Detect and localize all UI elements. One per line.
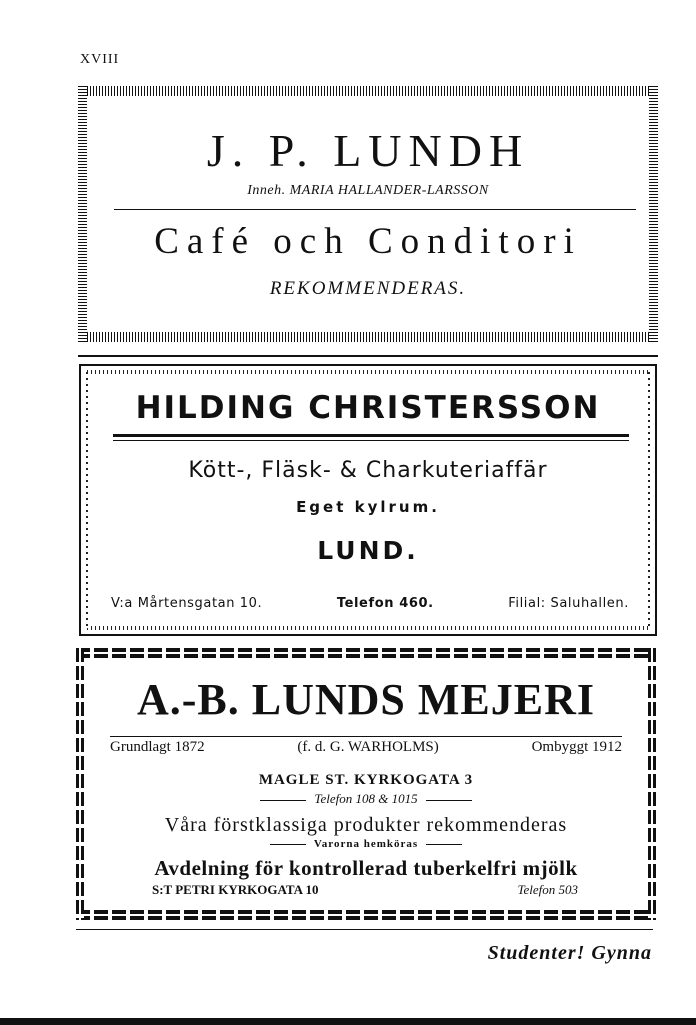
ad-mejeri-phone-line [76,791,656,807]
ad-mejeri [76,648,656,920]
divider-thin [113,440,629,441]
dotted-border-bottom [87,626,649,630]
ad-christersson-phone: Telefon 460. [336,596,434,611]
ad-christersson-branch: Filial: Saluhallen. [508,596,629,611]
ad-mejeri-name: A.-B. LUNDS MEJERI [136,675,596,724]
dash [426,844,462,845]
separator-line [78,355,658,357]
ad-mejeri-address: MAGLE ST. KYRKOGATA 3 [258,772,474,788]
ad-christersson-shop: Kött-, Fläsk- & Charkuteriaffär [188,458,548,483]
ad-mejeri-dept-address: S:T PETRI KYRKOGATA 10 [152,882,319,897]
ad-lundh-owner: Inneh. MARIA HALLANDER-LARSSON [247,183,489,198]
ad-mejeri-rebuilt: Ombyggt 1912 [531,739,622,755]
ornamental-border-top [78,86,658,96]
ad-mejeri-dept-phone: Telefon 503 [517,882,578,897]
ad-christersson-cold-room: Eget kylrum. [296,498,440,516]
ad-mejeri-delivery: Varorna hemköras [313,838,419,850]
separator-line [76,929,653,930]
dash [260,800,306,801]
ornamental-border-bottom [78,332,658,342]
ad-christersson [79,364,657,636]
ad-mejeri-department: Avdelning för kontrollerad tuberkelfri mjölk [154,856,578,880]
footer-text: Studenter! Gynna [487,942,652,964]
ad-mejeri-products: Våra förstklassiga produkter rekommenderas [164,814,568,836]
scan-edge [0,1018,696,1025]
dash [270,844,306,845]
ad-christersson-address: V:a Mårtensgatan 10. [111,596,263,611]
ad-lundh-recommend: REKOMMENDERAS. [269,278,467,299]
ad-mejeri-phone: Telefon 108 & 1015 [314,791,418,806]
ad-mejeri-formerly: (f. d. G. WARHOLMS) [297,739,439,755]
ad-lundh-name: J. P. LUNDH [206,125,530,176]
striped-border-bottom [76,910,656,920]
dash [426,800,472,801]
ad-mejeri-founded: Grundlagt 1872 [110,739,205,755]
ad-mejeri-footer [152,882,578,898]
striped-border-top [76,648,656,658]
ad-christersson-footer [111,596,629,611]
divider [114,209,636,210]
ad-mejeri-history [110,736,622,756]
ad-lundh-business: Café och Conditori [154,221,582,262]
ad-lundh [78,86,658,342]
ad-mejeri-delivery-line [76,838,656,850]
ad-christersson-city: LUND. [317,536,419,565]
dotted-border-top [87,370,649,374]
ad-christersson-name: HILDING CHRISTERSSON [135,390,601,426]
page-number: XVIII [80,52,120,67]
divider-thick [113,434,629,437]
